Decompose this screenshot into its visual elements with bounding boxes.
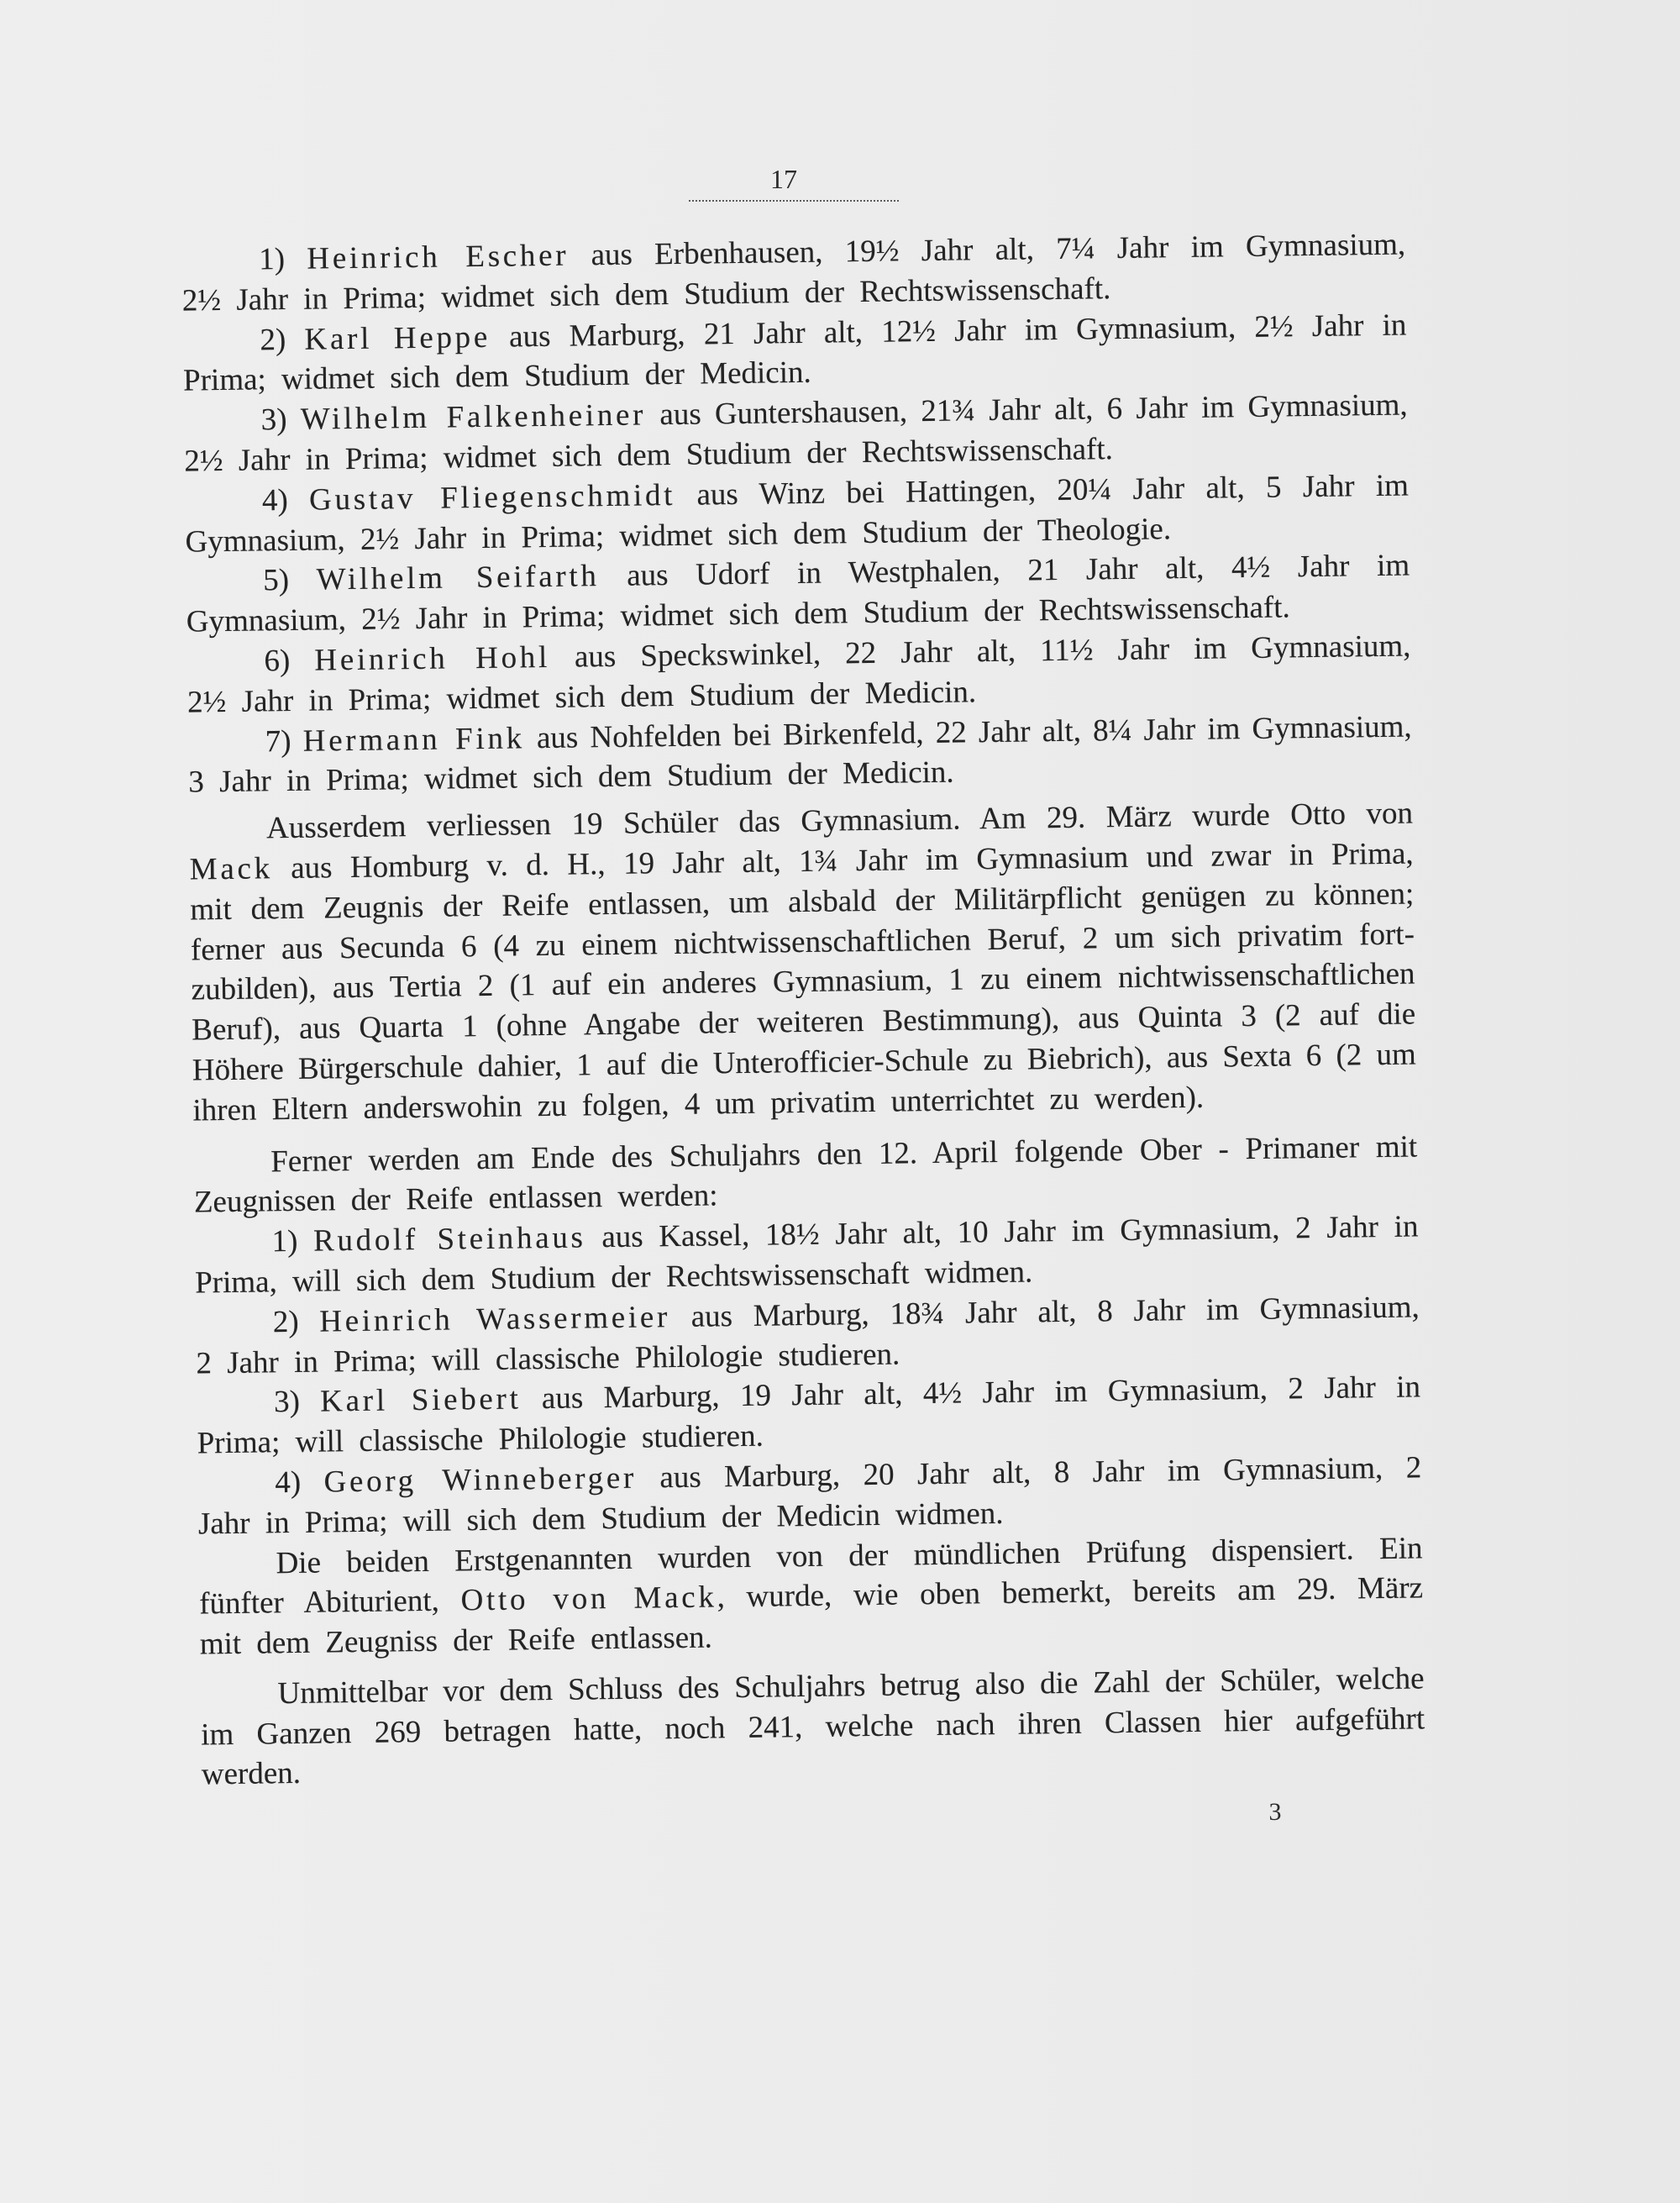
text-run: 2) xyxy=(260,322,305,357)
text-run: aus Winz bei Hattingen, 20¼ Jahr alt, 5 Jahr im xyxy=(675,468,1410,513)
text-run: aus Guntershausen, 21¾ Jahr alt, 6 Jahr im Gymnasium, xyxy=(645,387,1408,433)
text-run: 3) xyxy=(260,402,302,438)
text-run: Unmittelbar vor dem Schluss des Schuljahrs betrug also die Zahl der Schüler, welche xyxy=(277,1661,1425,1711)
text-run: 6) xyxy=(264,643,315,679)
spaced-name: Wilhelm Falkenheiner xyxy=(300,397,647,437)
text-run: aus Marburg, 18¾ Jahr alt, 8 Jahr im Gymnasium, xyxy=(669,1290,1420,1334)
spaced-name: Gustav Fliegenschmidt xyxy=(308,477,676,518)
spaced-name: Heinrich Hohl xyxy=(314,639,551,678)
text-run: ferner aus Secunda 6 (4 zu einem nichtwissenschaftlichen Beruf, 2 um sich privatim fort- xyxy=(190,917,1415,968)
text-run: aus Homburg v. d. H., 19 Jahr alt, 1¾ Jahr im Gymnasium und zwar in Prima, xyxy=(272,836,1414,886)
text-run: , wurde, wie oben bemerkt, bereits am 29. März xyxy=(717,1570,1424,1615)
spaced-name: Hermann Fink xyxy=(302,720,526,759)
text-run: aus Nohfelden bei Birkenfeld, 22 Jahr alt, 8¼ Jahr im Gymnasium, xyxy=(524,709,1412,755)
text-run: 7) xyxy=(265,723,304,759)
text-run: im Ganzen 269 betragen hatte, noch 241, welche nach ihren Classen hier aufgeführt xyxy=(200,1701,1425,1753)
spaced-name: Wilhelm Seifarth xyxy=(316,559,600,597)
page-number: 17 xyxy=(770,164,797,194)
paragraph xyxy=(189,794,1417,1131)
text-run: Gymnasium, 2½ Jahr in Prima; widmet sich dem Studium der Theologie. xyxy=(185,511,1172,560)
text-run: 2 Jahr in Prima; will classische Philologie studieren. xyxy=(196,1337,900,1381)
spaced-name: Rudolf Steinhaus xyxy=(312,1220,586,1259)
text-run: ihren Eltern anderswohin zu folgen, 4 um privatim unterrichtet zu werden). xyxy=(192,1080,1205,1128)
text-run: aus Marburg, 20 Jahr alt, 8 Jahr im Gymnasium, 2 xyxy=(636,1450,1422,1496)
text-run: Jahr in Prima; will sich dem Studium der Medicin widmen. xyxy=(197,1496,1004,1542)
text-run: 5) xyxy=(262,562,317,598)
text-run: aus Marburg, 19 Jahr alt, 4½ Jahr im Gymnasium, 2 Jahr in xyxy=(521,1370,1421,1417)
text-run: mit dem Zeugniss der Reife entlassen. xyxy=(199,1620,713,1662)
text-run: 4) xyxy=(275,1464,324,1501)
spaced-name: Georg Winneberger xyxy=(323,1460,638,1500)
text-run: fünfter Abiturient, xyxy=(198,1583,461,1622)
text-run: Prima; widmet sich dem Studium der Medicin. xyxy=(182,355,812,398)
spaced-name: Heinrich Escher xyxy=(307,238,570,276)
text-run: Zeugnissen der Reife entlassen werden: xyxy=(193,1178,718,1220)
text-run: 3) xyxy=(273,1384,321,1420)
paragraph xyxy=(200,1659,1425,1795)
text-run: Gymnasium, 2½ Jahr in Prima; widmet sich dem Studium der Rechtswissenschaft. xyxy=(186,590,1290,639)
text-run: 2½ Jahr in Prima; widmet sich dem Studium der Medicin. xyxy=(186,675,977,720)
text-run: 3 Jahr in Prima; widmet sich dem Studium der Medicin. xyxy=(188,754,954,800)
text-run: aus Marburg, 21 Jahr alt, 12½ Jahr im Gymnasium, 2½ Jahr in xyxy=(490,308,1407,355)
text-run: aus Kassel, 18½ Jahr alt, 10 Jahr im Gymnasium, 2 Jahr in xyxy=(585,1209,1419,1255)
spaced-name: Karl Heppe xyxy=(304,319,491,357)
text-run: 1) xyxy=(271,1223,314,1259)
paragraph xyxy=(198,1528,1424,1664)
text-run: 4) xyxy=(261,482,310,518)
text-run: werden. xyxy=(201,1756,302,1792)
text-run: 1) xyxy=(258,241,307,277)
text-run: aus Erbenhausen, 19½ Jahr alt, 7¼ Jahr im Gymnasium, xyxy=(568,227,1406,273)
header-rule xyxy=(689,200,899,202)
text-run: 2½ Jahr in Prima; widmet sich dem Studium der Rechtswissenschaft. xyxy=(184,432,1114,479)
text-run: Ferner werden am Ende des Schuljahrs den 12. April folgende Ober - Primaner mit xyxy=(270,1128,1418,1179)
text-run: 2½ Jahr in Prima; widmet sich dem Studium der Rechtswissenschaft. xyxy=(181,271,1111,318)
text-run: Prima; will classische Philologie studieren. xyxy=(197,1418,764,1461)
spaced-name: Heinrich Wassermeier xyxy=(319,1299,671,1339)
text-run: aus Udorf in Westphalen, 21 Jahr alt, 4½ Jahr im xyxy=(599,548,1410,594)
spaced-name: Mack xyxy=(189,851,274,887)
text-run: mit dem Zeugnis der Reife entlassen, um alsbald der Militärpflicht genügen zu können; xyxy=(190,876,1415,928)
text-run: aus Speckswinkel, 22 Jahr alt, 11½ Jahr im Gymnasium, xyxy=(549,628,1411,675)
text-run: Höhere Bürgerschule dahier, 1 auf die Unterofficier-Schule zu Biebrich), aus Sexta 6 (2 um xyxy=(192,1037,1417,1088)
spaced-name: Otto von Mack xyxy=(460,1580,717,1618)
text-run: Beruf), aus Quarta 1 (ohne Angabe der weiteren Bestimmung), aus Quinta 3 (2 auf die xyxy=(191,996,1416,1048)
text-run: Die beiden Erstgenannten wurden von der mündlichen Prüfung dispensiert. Ein xyxy=(276,1530,1423,1580)
text-run: Ausserdem verliessen 19 Schüler das Gymnasium. Am 29. März wurde Otto von xyxy=(265,796,1414,846)
text-run: 2) xyxy=(272,1304,320,1340)
text-run: zubilden), aus Tertia 2 (1 auf ein anderes Gymnasium, 1 zu einem nichtwissenschaftlichen xyxy=(191,956,1415,1007)
paragraph xyxy=(187,707,1412,803)
text-body xyxy=(181,225,1425,1796)
spaced-name: Karl Siebert xyxy=(319,1381,522,1419)
text-run: Prima, will sich dem Studium der Rechtswissenschaft widmen. xyxy=(194,1254,1033,1301)
signature-mark: 3 xyxy=(1268,1798,1282,1826)
